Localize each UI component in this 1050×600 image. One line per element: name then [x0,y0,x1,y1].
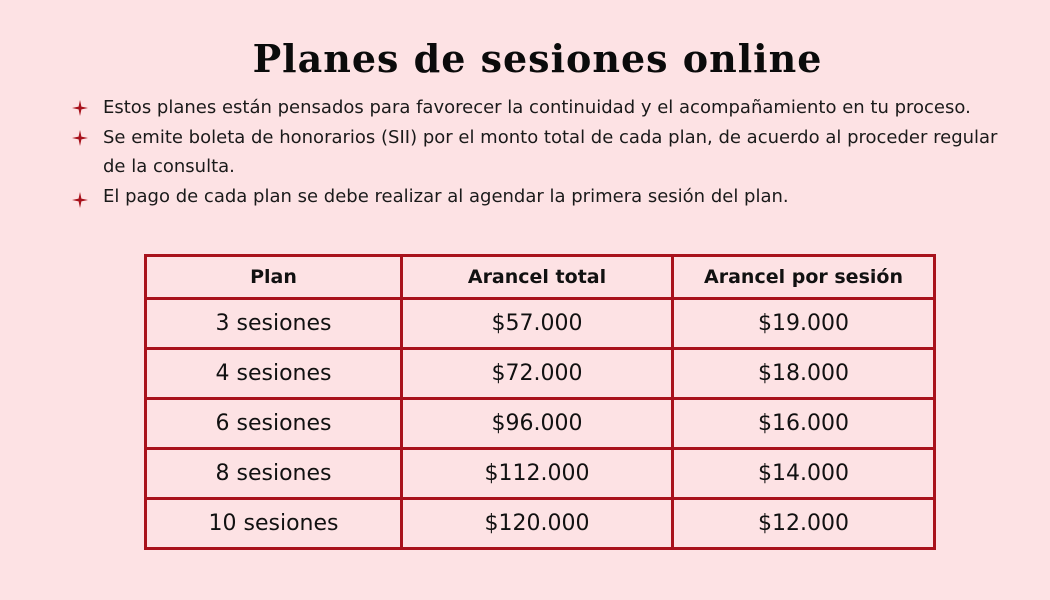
session-fee-cell: $14.000 [673,449,935,499]
table-row [146,499,935,549]
header-fee-per-session: Arancel por sesión [673,256,935,299]
info-bullet-list [72,93,1012,211]
plan-cell: 8 sesiones [146,449,402,499]
plans-table [144,254,936,550]
session-fee-cell: $18.000 [673,349,935,399]
info-bullet-item [72,123,1012,182]
info-bullet-text: Estos planes están pensados para favorecer la continuidad y el acompañamiento en tu proceso. [103,97,971,118]
session-fee-cell: $19.000 [673,299,935,349]
session-fee-cell: $16.000 [673,399,935,449]
table-header-row [146,256,935,299]
total-fee-cell: $57.000 [402,299,673,349]
plan-cell: 10 sesiones [146,499,402,549]
header-total-fee: Arancel total [402,256,673,299]
info-bullet-item [72,93,1012,123]
table-row [146,399,935,449]
session-fee-cell: $12.000 [673,499,935,549]
total-fee-cell: $72.000 [402,349,673,399]
sparkle-icon [72,130,88,146]
info-bullet-text: Se emite boleta de honorarios (SII) por el monto total de cada plan, de acuerdo al proceder regular de la consulta. [103,126,998,177]
info-bullet-text: El pago de cada plan se debe realizar al agendar la primera sesión del plan. [103,185,789,207]
plan-cell: 3 sesiones [146,299,402,349]
sparkle-icon [72,192,88,208]
plan-cell: 6 sesiones [146,399,402,449]
table-row [146,299,935,349]
header-plan: Plan [146,256,402,299]
total-fee-cell: $96.000 [402,399,673,449]
total-fee-cell: $112.000 [402,449,673,499]
table-row [146,349,935,399]
plan-cell: 4 sesiones [146,349,402,399]
info-bullet-item [72,182,1012,212]
page-title: Planes de sesiones online [252,36,823,81]
sparkle-icon [72,100,88,116]
table-row [146,449,935,499]
total-fee-cell: $120.000 [402,499,673,549]
